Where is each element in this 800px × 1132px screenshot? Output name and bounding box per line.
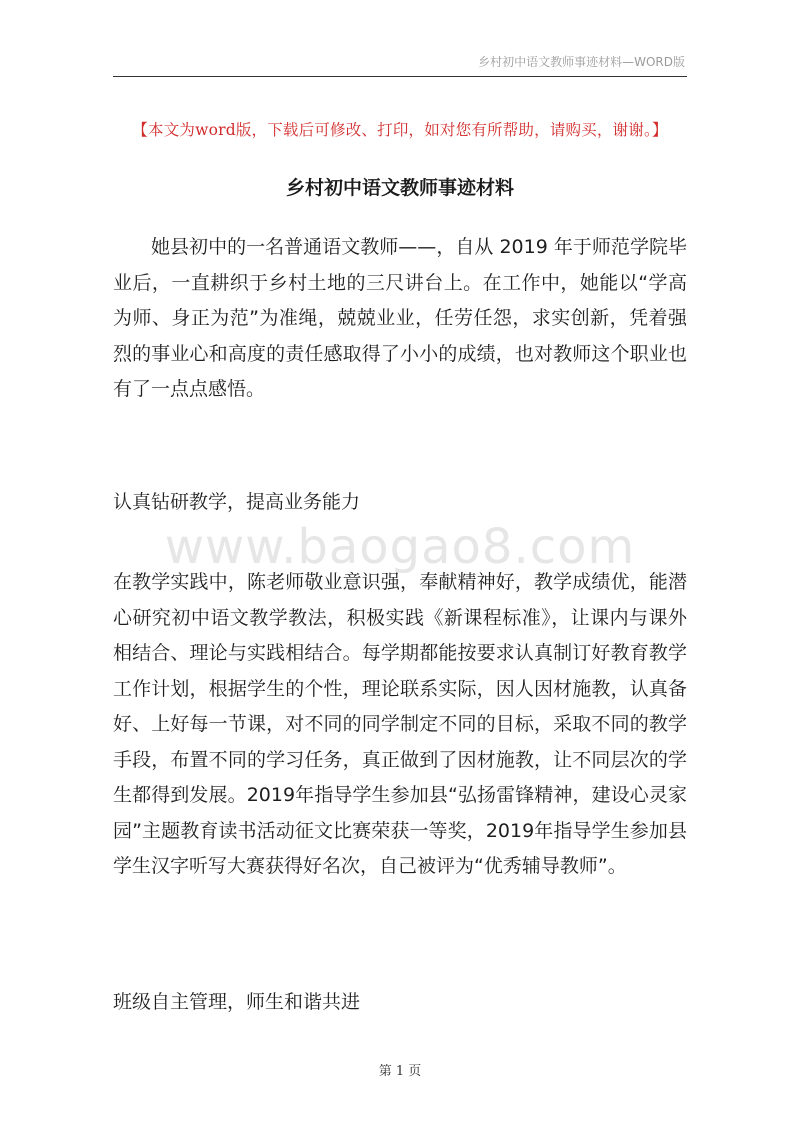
section-heading-class-management: 班级自主管理，师生和谐共进 [113, 991, 361, 1013]
running-header: 乡村初中语文教师事迹材料—WORD版 [478, 55, 685, 69]
purchase-notice: 【本文为word版，下载后可修改、打印，如对您有所帮助，请购买，谢谢。】 [132, 121, 668, 139]
header-rule [113, 76, 687, 77]
paragraph-teaching: 在教学实践中，陈老师敬业意识强，奉献精神好，教学成绩优，能潜心研究初中语文教学教法，积极实践《新课程标准》，让课内与课外相结合、理论与实践相结合。每学期都能按要求认真制订好教育教学工作计划，根据学生的个性，理论联系实际，因人因材施教，认真备好、上好每一节课，对不同的同学制定不同的目标，采取不同的教学手段，布置不同的学习任务，真正做到了因材施教，让不同层次的学生都得到发展。2019年指导学生参加县“弘扬雷锋精神，建设心灵家园”主题教育读书活动征文比赛荣获一等奖，2019年指导学生参加县学生汉字听写大赛获得好名次，自己被评为“优秀辅导教师”。 [113, 571, 687, 877]
section-heading-teaching: 认真钻研教学，提高业务能力 [113, 491, 361, 513]
document-title: 乡村初中语文教师事迹材料 [285, 177, 514, 199]
watermark-text: www.baogao8.com [164, 519, 636, 575]
page-number: 第 1 页 [378, 1064, 422, 1079]
paragraph-intro: 她县初中的一名普通语文教师——，自从 2019 年于师范学院毕业后，一直耕织于乡村土地的三尺讲台上。在工作中，她能以“学高为师、身正为范”为准绳，兢兢业业，任劳任怨，求实创新，凭着强烈的事业心和高度的责任感取得了小小的成绩，也对教师这个职业也有了一点点感悟。 [113, 236, 687, 400]
